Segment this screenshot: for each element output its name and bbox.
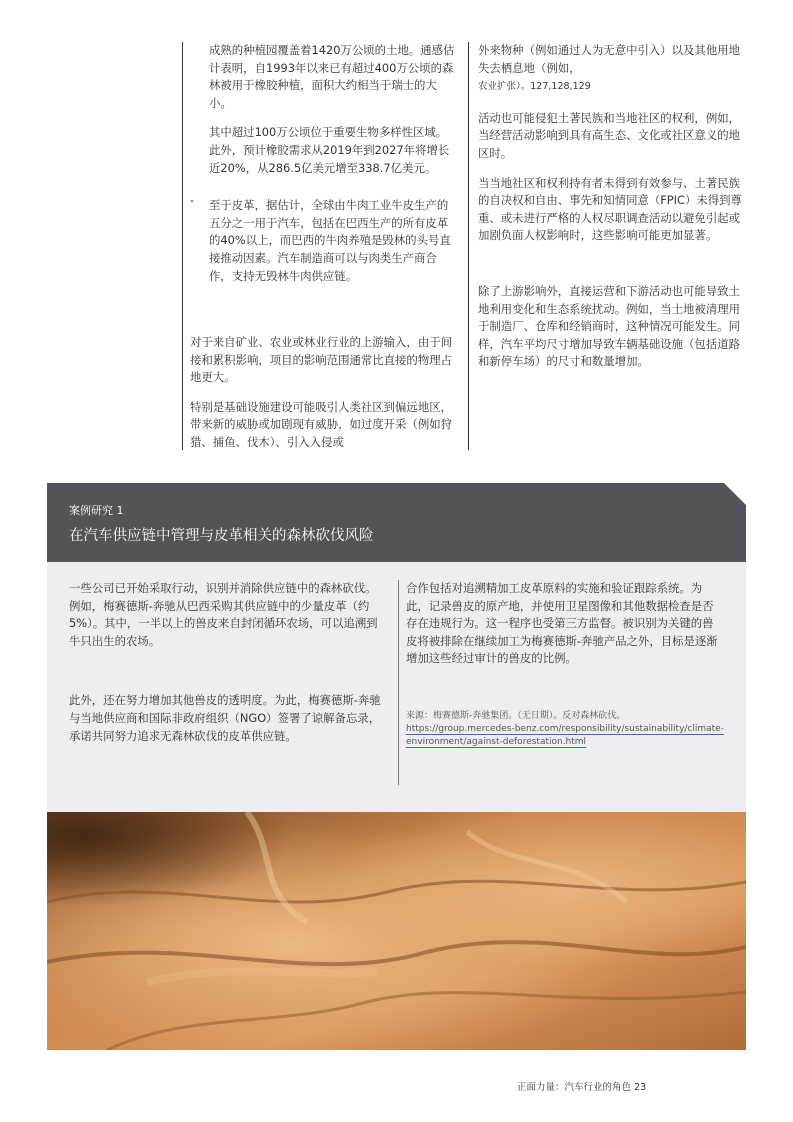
rubber-plantation-paragraph: 成熟的种植园覆盖着1420万公顷的土地。通感估计表明，自1993年以来已有超过400万公顷的森林被用于橡胶种植，面积大约相当于瑞士的大小。 (209, 43, 455, 110)
page-footer: 正面力量：汽车行业的角色 23 (517, 1082, 647, 1093)
case-study-banner (47, 483, 746, 562)
bullet-dash: - (190, 193, 195, 207)
leather-hides-photo (47, 812, 746, 1050)
upstream-impact-paragraph: 对于来自矿业、农业或林业行业的上游输入，由于间接和累积影响，项目的影响范围通常比直接的物理占地更大。 (190, 335, 452, 385)
fpic-paragraph: 当当地社区和权利持有者未得到有效参与、土著民族的自决权和自由、事先和知情同意（FPIC）未得到尊重、或未进行严格的人权尽职调查活动以避免引起或加剧负面人权影响时，这些影响可能更加显著。 (478, 175, 742, 243)
column-b (190, 334, 453, 464)
tracking-system-paragraph: 合作包括对追溯精加工皮革原料的实施和验证跟踪系统。为此，记录兽皮的原产地，并使用卫星图像和其他数据检查是否存在违规行为。这一程序也受第三方监督。被识别为关键的兽皮将被排除在继续加工为梅赛德斯-奔驰产品之外，目标是逐渐增加这些经过审计的兽皮的比例。 (406, 581, 718, 666)
source-text: 来源：梅赛德斯-奔驰集团。（无日期）。反对森林砍伐。 (406, 710, 626, 721)
downstream-impact-paragraph: 除了上游影响外，直接运营和下游活动也可能导致土地利用变化和生态系统扰动。例如，当土地被清理用于制造厂、仓库和经销商时，这种情况可能发生。同样，汽车平均尺寸增加导致车辆基础设施（包括道路和新停车场）的尺寸和数量增加。 (478, 283, 740, 369)
column-c (478, 42, 748, 383)
leather-hides-image (47, 812, 746, 1050)
infrastructure-paragraph: 特别是基础设施建设可能吸引人类社区到偏远地区，带来新的威胁或加剧现有威胁，如过度开采（例如狩猎、捕鱼、伐木）、引入入侵或 (190, 399, 452, 449)
column-a (209, 42, 455, 297)
agri-expansion-text: 农业扩张）。 (478, 81, 531, 93)
indigenous-rights-paragraph: 活动也可能侵犯土著民族和当地社区的权利，例如，当经营活动影响到具有高生态、文化或社区意义的地区时。 (478, 110, 740, 160)
case-study-box (47, 562, 746, 812)
leather-bullet-paragraph: 至于皮革，据估计，全球由牛肉工业牛皮生产的五分之一用于汽车，包括在巴西生产的所有皮革的40%以上，而巴西的牛肉养殖是毁林的头号直接推动因素。汽车制造商可以与肉类生产商合作，支持无毁林牛肉供应链。 (209, 198, 451, 283)
case-study-title: 在汽车供应链中管理与皮革相关的森林砍伐风险 (69, 528, 374, 544)
source-link[interactable]: https://group.mercedes-benz.com/responsibility/sustainability/climate-environment/against-deforestation.html (406, 723, 724, 747)
invasive-species-text: 外来物种（例如通过人为无意中引入）以及其他用地失去栖息地（例如， (478, 43, 740, 75)
banner-corner-cut (724, 483, 746, 505)
reference-numbers: 127,128,129 (530, 81, 591, 93)
transparency-paragraph: 此外，还在努力增加其他兽皮的透明度。为此，梅赛德斯-奔驰与当地供应商和国际非政府组织（NGO）签署了谅解备忘录，承诺共同努力追求无森林砍伐的皮革供应链。 (69, 693, 381, 743)
invasive-species-paragraph (478, 42, 748, 96)
case-study-right-column (406, 580, 724, 749)
rubber-demand-paragraph: 其中超过100万公顷位于重要生物多样性区域。此外，预计橡胶需求从2019年到2027年将增长近20%，从286.5亿美元增至338.7亿美元。 (209, 125, 450, 175)
case-study-left-column (69, 580, 384, 757)
column-rule-middle (468, 42, 469, 450)
case-study-column-rule (398, 580, 399, 785)
case-study-label: 案例研究 1 (69, 504, 124, 517)
source-citation (406, 710, 724, 749)
mercedes-action-paragraph: 一些公司已开始采取行动，识别并消除供应链中的森林砍伐。例如，梅赛德斯-奔驰从巴西采购其供应链中的少量皮革（约5%）。其中，一半以上的兽皮来自封闭循环农场，可以追溯到牛只出生的农场。 (69, 581, 378, 648)
column-rule-left (182, 42, 183, 450)
